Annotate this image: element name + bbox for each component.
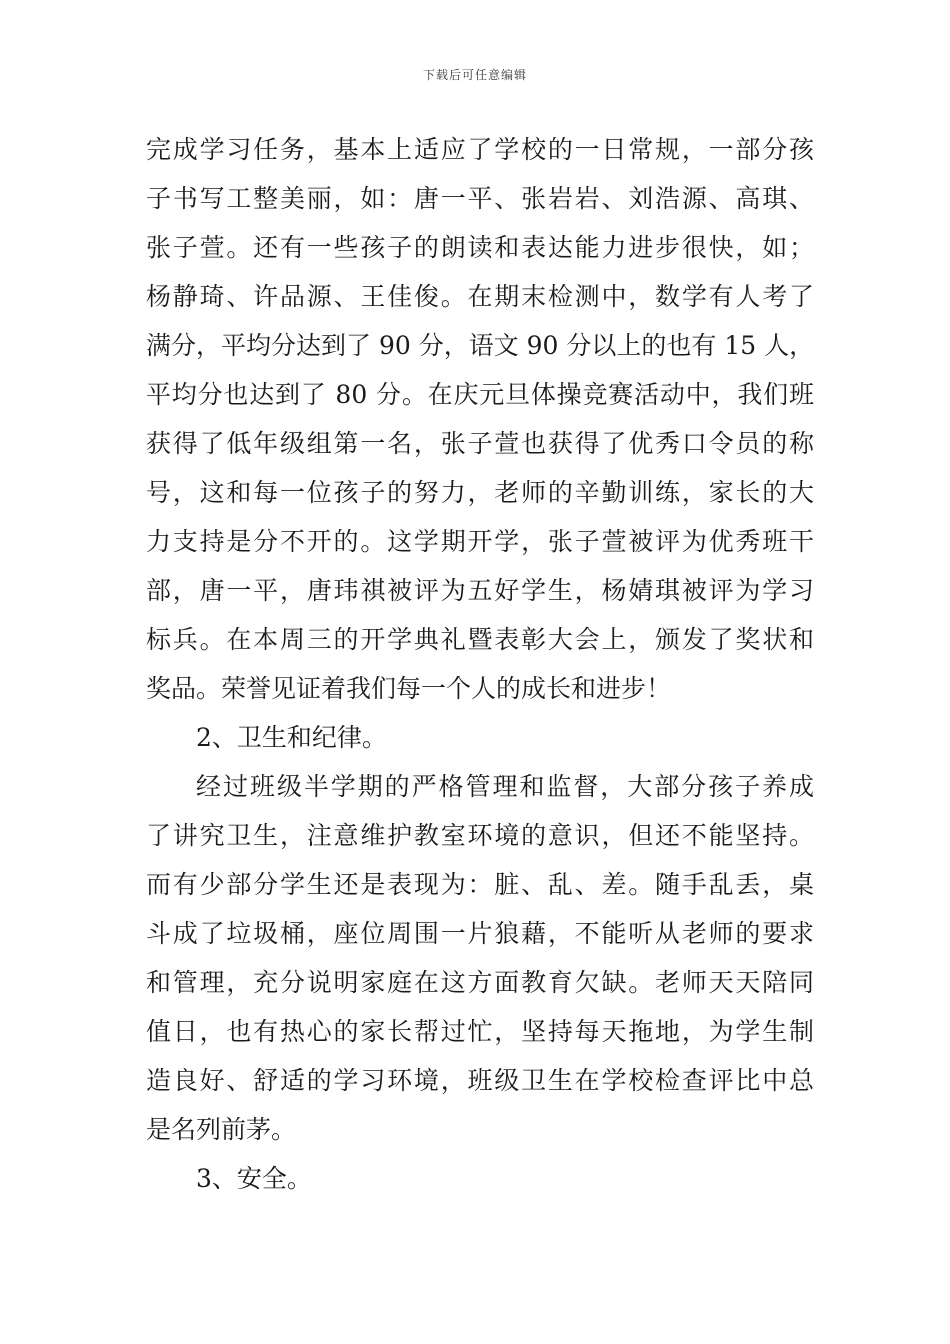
paragraph-hygiene: [146, 762, 814, 1154]
text-line: 杨静琦、许品源、王佳俊。在期末检测中，数学有人考了: [146, 282, 814, 311]
text-line: 完成学习任务，基本上适应了学校的一日常规，一部分孩: [146, 135, 814, 164]
text-line: 和管理，充分说明家庭在这方面教育欠缺。老师天天陪同: [146, 968, 814, 997]
text-line: 经过班级半学期的严格管理和监督，大部分孩子养成: [196, 772, 814, 801]
text-line: 而有少部分学生还是表现为：脏、乱、差。随手乱丢，桌: [146, 870, 814, 899]
text-line: 张子萱。还有一些孩子的朗读和表达能力进步很快，如；: [146, 233, 814, 262]
text-line: 了讲究卫生，注意维护教室环境的意识，但还不能坚持。: [146, 821, 814, 850]
section-heading-safety: [146, 1154, 814, 1203]
text-line: 斗成了垃圾桶，座位周围一片狼藉，不能听从老师的要求: [146, 919, 814, 948]
document-body: [146, 125, 814, 1203]
text-line: 奖品。荣誉见证着我们每一个人的成长和进步！: [146, 674, 672, 703]
text-line: 造良好、舒适的学习环境，班级卫生在学校检查评比中总: [146, 1066, 814, 1095]
text-line: 力支持是分不开的。这学期开学，张子萱被评为优秀班干: [146, 527, 814, 556]
section-heading-hygiene: [146, 713, 814, 762]
header-note: 下载后可任意编辑: [422, 68, 527, 82]
text-line: 子书写工整美丽，如：唐一平、张岩岩、刘浩源、高琪、: [146, 184, 814, 213]
text-line: 部，唐一平，唐玮祺被评为五好学生，杨婧琪被评为学习: [146, 576, 814, 605]
paragraph-achievements: [146, 125, 814, 713]
text-line: 号，这和每一位孩子的努力，老师的辛勤训练，家长的大: [146, 478, 814, 507]
heading-line: 2、卫生和纪律。: [196, 723, 387, 752]
text-line: 是名列前茅。: [146, 1115, 297, 1144]
heading-line: 3、安全。: [196, 1164, 312, 1193]
text-line: 标兵。在本周三的开学典礼暨表彰大会上，颁发了奖状和: [146, 625, 814, 654]
text-line: 获得了低年级组第一名，张子萱也获得了优秀口令员的称: [146, 429, 814, 458]
text-line: 平均分也达到了 80 分。在庆元旦体操竞赛活动中，我们班: [146, 380, 814, 409]
text-line: 满分，平均分达到了 90 分，语文 90 分以上的也有 15 人，: [146, 331, 815, 360]
text-line: 值日，也有热心的家长帮过忙，坚持每天拖地，为学生制: [146, 1017, 814, 1046]
